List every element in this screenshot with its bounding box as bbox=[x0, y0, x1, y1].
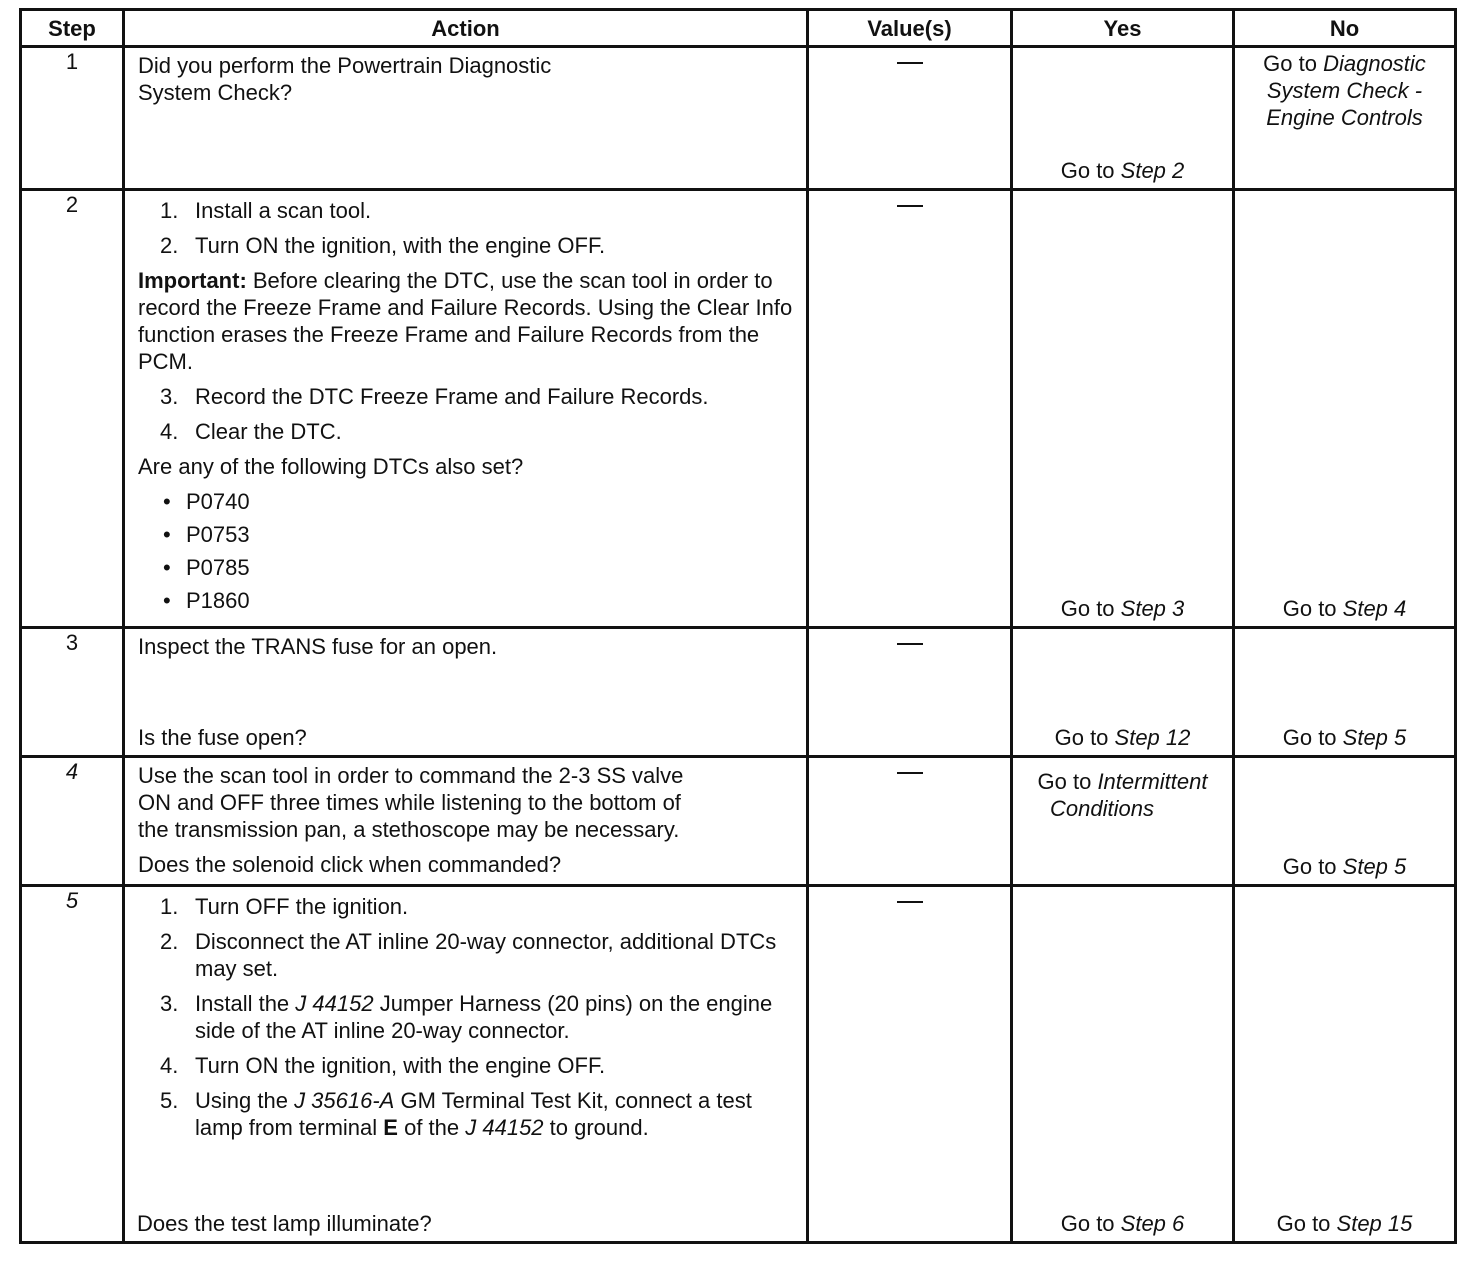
header-row bbox=[21, 10, 1456, 47]
bullet-mark: • bbox=[163, 588, 171, 613]
value-cell bbox=[808, 190, 1012, 628]
action-text: System Check? bbox=[138, 80, 293, 105]
dash-mark bbox=[897, 643, 923, 645]
value-cell bbox=[808, 886, 1012, 1243]
yes-cell bbox=[1012, 886, 1234, 1243]
goto-link[interactable]: Step 5 bbox=[1342, 725, 1407, 750]
list-item bbox=[138, 893, 794, 920]
goto-prefix: Go to bbox=[1037, 769, 1098, 794]
procedure-list bbox=[138, 893, 794, 1141]
step-number: 3 bbox=[21, 628, 124, 757]
no-goto[interactable] bbox=[1235, 48, 1454, 131]
step-number: 2 bbox=[21, 190, 124, 628]
item-number: 4. bbox=[160, 419, 179, 444]
item-number: 3. bbox=[160, 384, 179, 409]
yes-cell bbox=[1012, 190, 1234, 628]
goto-prefix: Go to bbox=[1282, 596, 1343, 621]
goto-link[interactable]: Step 4 bbox=[1342, 596, 1407, 621]
no-goto[interactable] bbox=[1235, 595, 1454, 622]
yes-cell bbox=[1012, 628, 1234, 757]
item-number: 3. bbox=[160, 991, 179, 1016]
no-cell bbox=[1234, 757, 1456, 886]
yes-goto[interactable] bbox=[1013, 595, 1232, 622]
tool-name: J 44152 bbox=[295, 991, 374, 1016]
dash-mark bbox=[897, 205, 923, 207]
item-number: 1. bbox=[160, 894, 179, 919]
bullet-mark: • bbox=[163, 555, 171, 580]
action-cell bbox=[124, 757, 808, 886]
item-text: Turn ON the ignition, with the engine OFF. bbox=[195, 233, 606, 258]
table-row-step-1 bbox=[21, 47, 1456, 190]
goto-prefix: Go to bbox=[1060, 158, 1121, 183]
action-text: Use the scan tool in order to command the 2-3 SS valve bbox=[138, 763, 684, 788]
bullet-mark: • bbox=[163, 522, 171, 547]
no-cell bbox=[1234, 190, 1456, 628]
list-item bbox=[138, 232, 794, 259]
dtc-code: P0753 bbox=[186, 522, 250, 547]
no-goto[interactable] bbox=[1235, 853, 1454, 880]
procedure-list bbox=[138, 197, 794, 259]
action-cell bbox=[124, 190, 808, 628]
item-text: Disconnect the AT inline 20-way connector, additional DTCs may set. bbox=[195, 929, 777, 981]
goto-prefix: Go to bbox=[1263, 51, 1324, 76]
value-cell bbox=[808, 757, 1012, 886]
dtc-code: P0785 bbox=[186, 555, 250, 580]
header-action: Action bbox=[124, 10, 808, 47]
yes-goto[interactable] bbox=[1013, 724, 1232, 751]
item-text: GM Terminal Test Kit, connect a test lamp from terminal bbox=[195, 1088, 752, 1140]
no-cell bbox=[1234, 628, 1456, 757]
tool-name: J 35616-A bbox=[294, 1088, 395, 1113]
item-text: Clear the DTC. bbox=[195, 419, 342, 444]
item-number: 4. bbox=[160, 1053, 179, 1078]
no-cell bbox=[1234, 886, 1456, 1243]
important-note bbox=[138, 267, 794, 375]
list-item bbox=[138, 1052, 794, 1079]
dtc-list bbox=[138, 488, 794, 614]
table-row-step-4 bbox=[21, 757, 1456, 886]
goto-link[interactable]: Diagnostic bbox=[1323, 51, 1426, 76]
dash-mark bbox=[897, 772, 923, 774]
list-item bbox=[138, 990, 794, 1044]
value-cell bbox=[808, 628, 1012, 757]
question-text: Are any of the following DTCs also set? bbox=[138, 454, 524, 479]
item-text: Record the DTC Freeze Frame and Failure Records. bbox=[195, 384, 709, 409]
item-text: Turn ON the ignition, with the engine OFF. bbox=[195, 1053, 606, 1078]
diagnostic-table bbox=[19, 8, 1457, 1244]
action-text: Inspect the TRANS fuse for an open. bbox=[138, 634, 498, 659]
step-number: 4 bbox=[21, 757, 124, 886]
no-cell bbox=[1234, 47, 1456, 190]
yes-goto[interactable] bbox=[1013, 1210, 1232, 1237]
dash-mark bbox=[897, 901, 923, 903]
no-goto[interactable] bbox=[1235, 1210, 1454, 1237]
yes-goto[interactable] bbox=[1013, 758, 1232, 822]
terminal-label: E bbox=[383, 1115, 398, 1140]
table-row-step-2 bbox=[21, 190, 1456, 628]
tool-name: J 44152 bbox=[465, 1115, 544, 1140]
item-text: to ground. bbox=[543, 1115, 649, 1140]
table-row-step-5 bbox=[21, 886, 1456, 1243]
list-item bbox=[138, 554, 794, 581]
item-number: 5. bbox=[160, 1088, 179, 1113]
action-cell bbox=[124, 47, 808, 190]
goto-prefix: Go to bbox=[1060, 596, 1121, 621]
action-text: Did you perform the Powertrain Diagnostic bbox=[138, 53, 552, 78]
value-cell bbox=[808, 47, 1012, 190]
goto-prefix: Go to bbox=[1054, 725, 1115, 750]
dtc-code: P1860 bbox=[186, 588, 250, 613]
table-row-step-3 bbox=[21, 628, 1456, 757]
action-text: the transmission pan, a stethoscope may be necessary. bbox=[138, 817, 680, 842]
no-goto[interactable] bbox=[1235, 724, 1454, 751]
goto-link[interactable]: System Check - bbox=[1266, 78, 1423, 103]
step-number: 5 bbox=[21, 886, 124, 1243]
goto-prefix: Go to bbox=[1060, 1211, 1121, 1236]
action-cell bbox=[124, 886, 808, 1243]
important-label: Important: bbox=[138, 268, 247, 293]
yes-cell bbox=[1012, 757, 1234, 886]
question-text: Is the fuse open? bbox=[138, 725, 307, 750]
list-item bbox=[138, 418, 794, 445]
dash-mark bbox=[897, 62, 923, 64]
list-item bbox=[138, 928, 794, 982]
item-text: Using the bbox=[195, 1088, 295, 1113]
question-text: Does the test lamp illuminate? bbox=[137, 1211, 432, 1236]
goto-link[interactable]: Step 3 bbox=[1120, 596, 1185, 621]
goto-prefix: Go to bbox=[1276, 1211, 1337, 1236]
header-yes: Yes bbox=[1012, 10, 1234, 47]
list-item bbox=[138, 383, 794, 410]
goto-link[interactable]: Conditions bbox=[1050, 796, 1154, 821]
item-number: 2. bbox=[160, 233, 179, 258]
item-text: Jumper Harness (20 pins) on the engine side of the AT inline 20-way connector. bbox=[195, 991, 773, 1043]
goto-link[interactable]: Step 6 bbox=[1120, 1211, 1185, 1236]
goto-link[interactable]: Engine Controls bbox=[1266, 105, 1423, 130]
yes-cell bbox=[1012, 47, 1234, 190]
item-text: of the bbox=[397, 1115, 466, 1140]
item-number: 1. bbox=[160, 198, 179, 223]
goto-link[interactable]: Step 12 bbox=[1114, 725, 1191, 750]
header-no: No bbox=[1234, 10, 1456, 47]
goto-link[interactable]: Step 2 bbox=[1120, 158, 1185, 183]
header-step: Step bbox=[21, 10, 124, 47]
action-text: ON and OFF three times while listening to the bottom of bbox=[138, 790, 681, 815]
list-item bbox=[138, 197, 794, 224]
question-text: Does the solenoid click when commanded? bbox=[138, 852, 562, 877]
step-number: 1 bbox=[21, 47, 124, 190]
list-item bbox=[138, 488, 794, 515]
important-text: Before clearing the DTC, use the scan tool in order to record the Freeze Frame and Failure Records. Using the Clear Info function erases the Freeze Frame and Failure Records from the PCM. bbox=[138, 268, 793, 374]
item-text: Turn OFF the ignition. bbox=[195, 894, 409, 919]
goto-prefix: Go to bbox=[1282, 725, 1343, 750]
goto-link[interactable]: Step 15 bbox=[1336, 1211, 1413, 1236]
item-number: 2. bbox=[160, 929, 179, 954]
goto-link[interactable]: Intermittent bbox=[1097, 769, 1208, 794]
list-item bbox=[138, 587, 794, 614]
procedure-list bbox=[138, 383, 794, 445]
item-text: Install a scan tool. bbox=[195, 198, 372, 223]
dtc-code: P0740 bbox=[186, 489, 250, 514]
goto-prefix: Go to bbox=[1282, 854, 1343, 879]
action-cell bbox=[124, 628, 808, 757]
list-item bbox=[138, 1087, 794, 1141]
header-value: Value(s) bbox=[808, 10, 1012, 47]
yes-goto[interactable] bbox=[1013, 157, 1232, 184]
item-text: Install the bbox=[195, 991, 296, 1016]
bullet-mark: • bbox=[163, 489, 171, 514]
list-item bbox=[138, 521, 794, 548]
goto-link[interactable]: Step 5 bbox=[1342, 854, 1407, 879]
